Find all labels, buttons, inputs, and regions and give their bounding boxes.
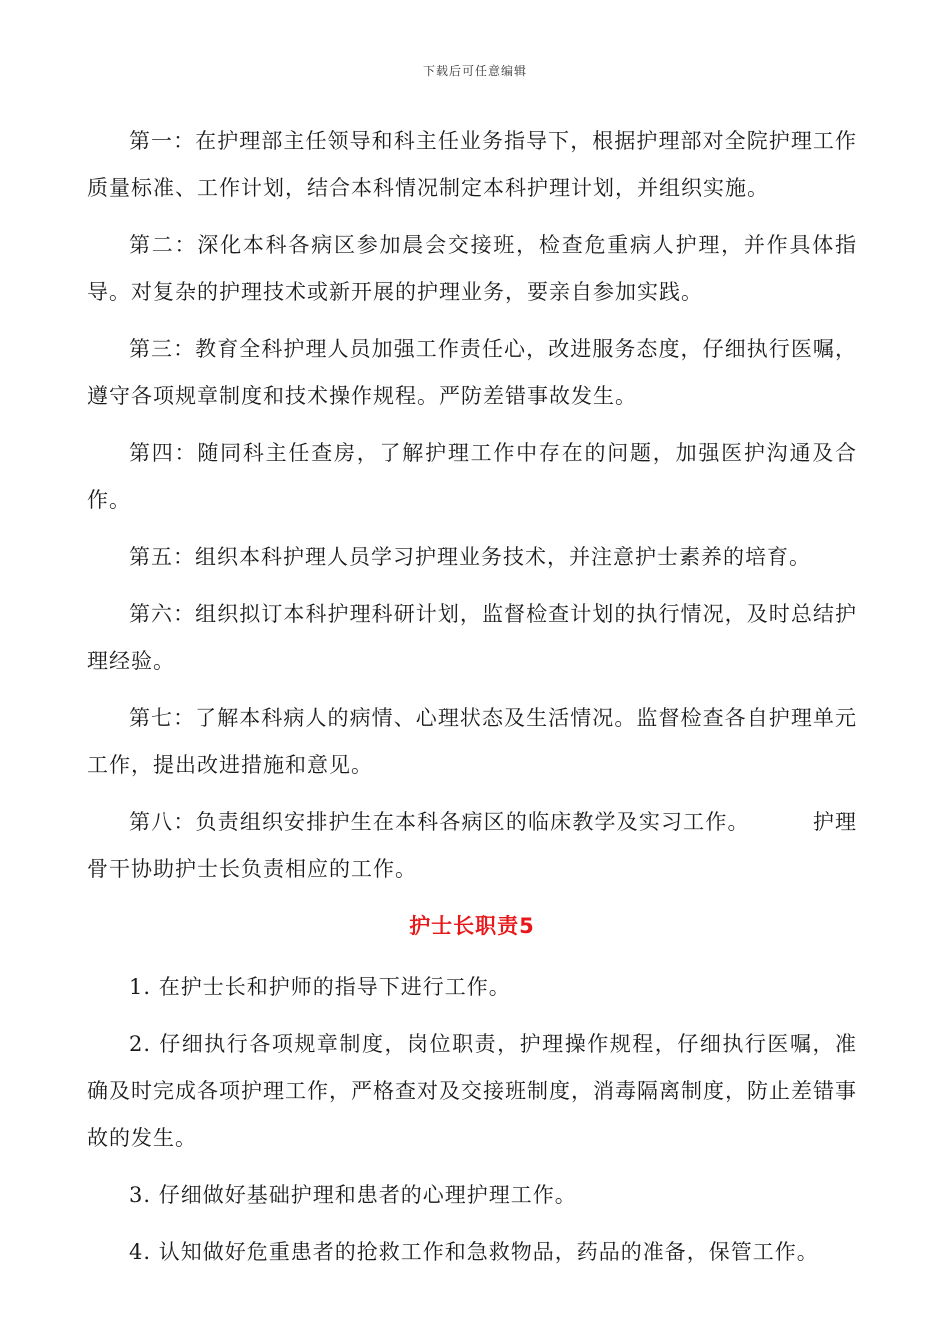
paragraph-duty-3: 第三：教育全科护理人员加强工作责任心，改进服务态度，仔细执行医嘱，遵守各项规章制度和技术操作规程。严防差错事故发生。 [87,337,857,408]
list-item-4: 4. 认知做好危重患者的抢救工作和急救物品，药品的准备，保管工作。 [129,1240,819,1264]
section-title: 护士长职责5 [409,914,535,938]
paragraph-duty-8-part1: 第八：负责组织安排护生在本科各病区的临床教学及实习工作。 [129,810,750,834]
paragraph-duty-6: 第六：组织拟订本科护理科研计划，监督检查计划的执行情况，及时总结护理经验。 [87,602,857,673]
list-item-2: 2. 仔细执行各项规章制度，岗位职责，护理操作规程，仔细执行医嘱，准确及时完成各项护理工作，严格查对及交接班制度，消毒隔离制度，防止差错事故的发生。 [87,1032,857,1150]
paragraph-duty-7: 第七：了解本科病人的病情、心理状态及生活情况。监督检查各自护理单元工作，提出改进措施和意见。 [87,706,857,777]
paragraph-duty-2: 第二：深化本科各病区参加晨会交接班，检查危重病人护理，并作具体指导。对复杂的护理技术或新开展的护理业务，要亲自参加实践。 [87,233,857,304]
paragraph-duty-4: 第四：随同科主任查房，了解护理工作中存在的问题，加强医护沟通及合作。 [87,441,857,512]
page-header: 下载后可任意编辑 [422,64,527,78]
paragraph-duty-8 [87,799,857,893]
document-body [87,118,857,1286]
paragraph-duty-5: 第五：组织本科护理人员学习护理业务技术，并注意护士素养的培育。 [129,545,811,569]
list-item-3: 3. 仔细做好基础护理和患者的心理护理工作。 [129,1183,577,1207]
paragraph-duty-1: 第一：在护理部主任领导和科主任业务指导下，根据护理部对全院护理工作质量标准、工作计划，结合本科情况制定本科护理计划，并组织实施。 [87,129,857,200]
paragraph-duty-8-part2: 护理骨干协助护士长负责相应的工作。 [87,810,858,881]
list-item-1: 1. 在护士长和护师的指导下进行工作。 [129,975,511,999]
